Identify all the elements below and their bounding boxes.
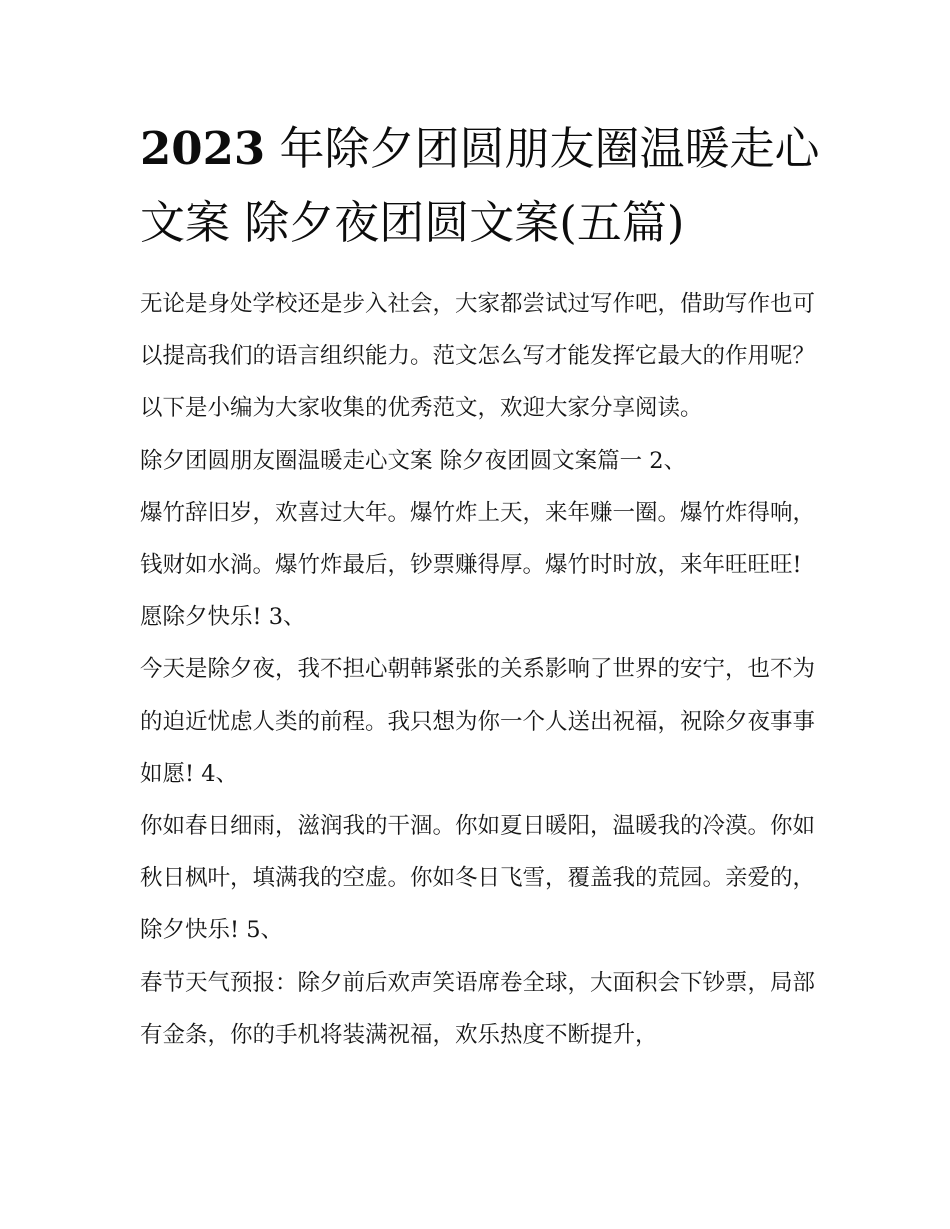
body-paragraph: 今天是除夕夜，我不担心朝韩紧张的关系影响了世界的安宁，也不为的迫近忧虑人类的前程。我只想为你一个人送出祝福，祝除夕夜事事如愿! 4、 bbox=[140, 656, 816, 787]
title-year: 2023 bbox=[140, 122, 266, 175]
body-paragraph: 爆竹辞旧岁，欢喜过大年。爆竹炸上天，来年赚一圈。爆竹炸得响，钱财如水淌。爆竹炸最后，钞票赚得厚。爆竹时时放，来年旺旺旺!愿除夕快乐! 3、 bbox=[140, 499, 816, 631]
body-paragraph: 春节天气预报：除夕前后欢声笑语席卷全球，大面积会下钞票，局部有金条，你的手机将装满祝福，欢乐热度不断提升， bbox=[140, 969, 816, 1048]
intro-paragraph: 无论是身处学校还是步入社会，大家都尝试过写作吧，借助写作也可以提高我们的语言组织能力。范文怎么写才能发挥它最大的作用呢？以下是小编为大家收集的优秀范文，欢迎大家分享阅读。 bbox=[140, 291, 816, 422]
title-text: 年除夕团圆朋友圈温暖走心文案 除夕夜团圆文案(五篇) bbox=[140, 122, 820, 249]
section-heading: 除夕团圆朋友圈温暖走心文案 除夕夜团圆文案篇一 2、 bbox=[140, 447, 687, 474]
body-paragraph: 你如春日细雨，滋润我的干涸。你如夏日暖阳，温暖我的冷漠。你如秋日枫叶，填满我的空虚。你如冬日飞雪，覆盖我的荒园。亲爱的，除夕快乐! 5、 bbox=[140, 813, 816, 944]
page-title bbox=[140, 112, 820, 260]
article-body bbox=[140, 278, 820, 1061]
